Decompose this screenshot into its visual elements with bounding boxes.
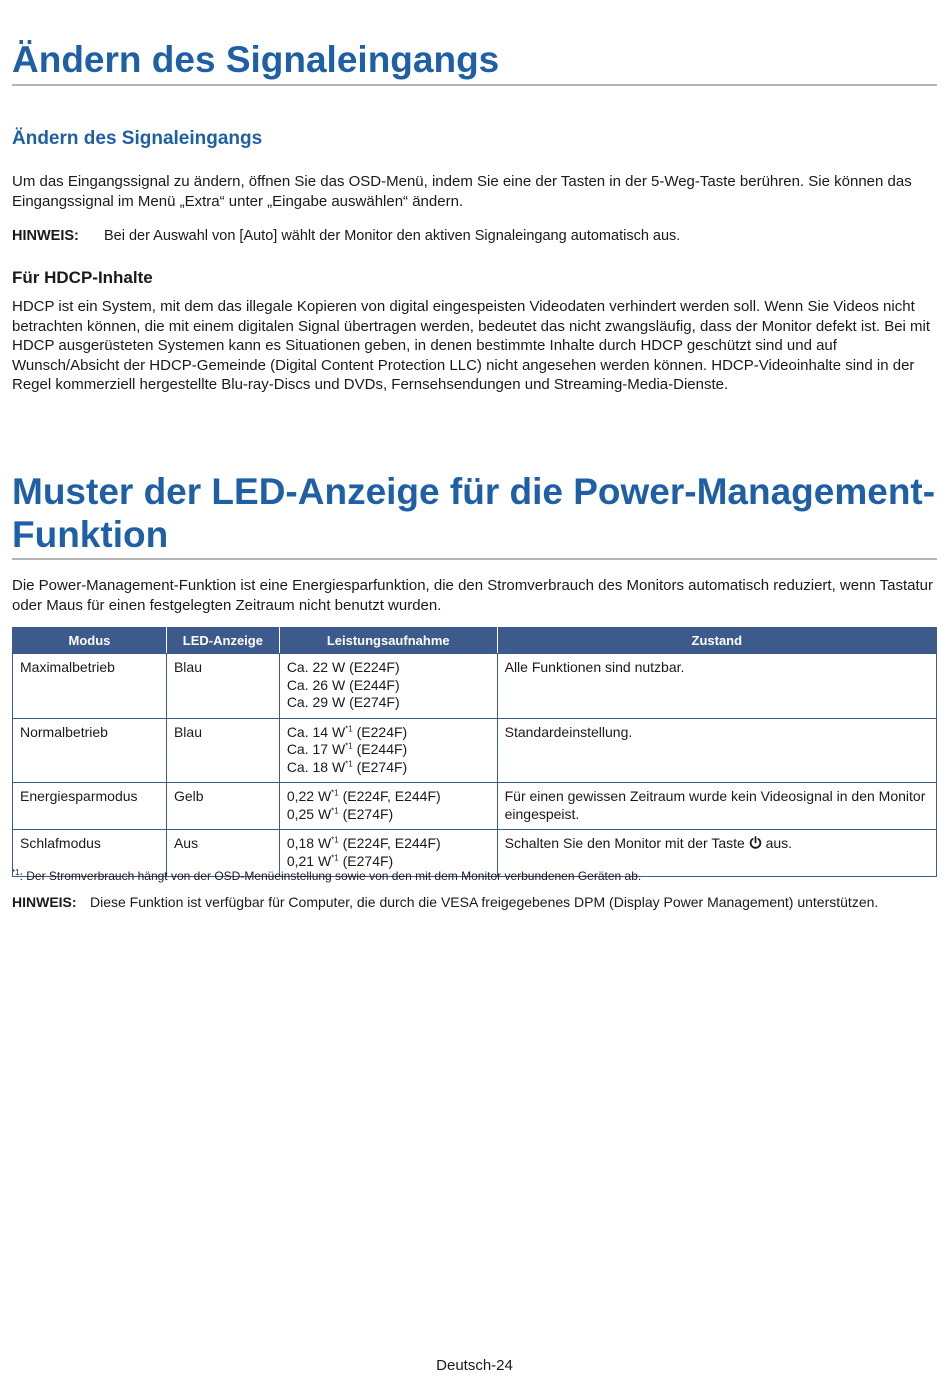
table-header-row [13, 628, 937, 654]
note-text: Bei der Auswahl von [Auto] wählt der Monitor den aktiven Signaleingang automatisch aus. [104, 228, 681, 244]
cell-state: Alle Funktionen sind nutzbar. [497, 654, 936, 719]
footnote-mark: *1 [12, 868, 20, 877]
header-power: Leistungsaufnahme [279, 628, 497, 654]
cell-power: Ca. 22 W (E224F) Ca. 26 W (E244F) Ca. 29 W (E274F) [279, 654, 497, 719]
power-management-paragraph: Die Power-Management-Funktion ist eine Energiesparfunktion, die den Stromverbrauch des Monitors automatisch reduziert, wenn Tastatur oder Maus für einen festgelegten Zeitraum nicht benutzt wurden. [12, 577, 934, 614]
note-label: HINWEIS: [12, 894, 77, 910]
cell-led: Gelb [166, 783, 279, 830]
note-text: Diese Funktion ist verfügbar für Computer, die durch die VESA freigegebenes DPM (Display Power Management) unterstützen. [90, 894, 879, 910]
subsection-title-signal-input: Ändern des Signaleingangs [12, 128, 263, 149]
hdcp-paragraph: HDCP ist ein System, mit dem das illegale Kopieren von digital eingespeisten Videodaten verhindert werden soll. Wenn Sie Videos nicht betrachten können, die mit einem digitalen Signal übertragen werden, bedeutet das nicht zwangsläufig, dass der Monitor defekt ist. Bei mit HDCP ausgerüsteten Systemen kann es Situationen geben, in denen bestimmte Inhalte durch HDCP geschützt sind und auf Wunsch/Absicht der HDCP-Gemeinde (Digital Content Protection LLC) nicht angesehen werden können. HDCP-Videoinhalte sind in der Regel kommerziell hergestellte Blu-ray-Discs und DVDs, Fernsehsendungen und Streaming-Media-Dienste. [12, 298, 931, 394]
header-mode: Modus [13, 628, 167, 654]
cell-mode: Normalbetrieb [13, 718, 167, 783]
cell-power: 0,18 $W^{*1}$ (E224F, E244F) 0,21 $W^{*1}$ (E274F) [279, 830, 497, 877]
cell-state: Für einen gewissen Zeitraum wurde kein Videosignal in den Monitor eingespeist. [497, 783, 936, 830]
cell-power: Ca. 14 $W^{*1}$ (E224F) Ca. 17 $W^{*1}$ (E244F) Ca. 18 $W^{*1}$ (E274F) [279, 718, 497, 783]
power-icon [749, 836, 762, 849]
section-title-power-management: Muster der LED-Anzeige für die Power-Management-Funktion [12, 470, 937, 560]
cell-state: Standardeinstellung. [497, 718, 936, 783]
header-state: Zustand [497, 628, 936, 654]
table-row [13, 654, 937, 719]
note-signal-input [12, 227, 937, 246]
signal-input-paragraph: Um das Eingangssignal zu ändern, öffnen Sie das OSD-Menü, indem Sie eine der Tasten in der 5-Weg-Taste berühren. Sie können das Eingangssignal im Menü „Extra“ unter „Eingabe auswählen“ ändern. [12, 173, 912, 210]
table-row [13, 718, 937, 783]
power-management-table [12, 627, 937, 877]
hdcp-heading: Für HDCP-Inhalte [12, 268, 153, 287]
cell-mode: Energiesparmodus [13, 783, 167, 830]
section-title-signal-input: Ändern des Signaleingangs [12, 38, 937, 86]
cell-led: Blau [166, 654, 279, 719]
cell-power: 0,22 $W^{*1}$ (E224F, E244F) 0,25 $W^{*1}$ (E274F) [279, 783, 497, 830]
note-label: HINWEIS: [12, 228, 79, 244]
cell-led: Blau [166, 718, 279, 783]
footnote [12, 869, 937, 884]
note-power-management [12, 893, 937, 912]
page-number: Deutsch-24 [436, 1357, 513, 1374]
header-led: LED-Anzeige [166, 628, 279, 654]
cell-led: Aus [166, 830, 279, 877]
cell-mode: Maximalbetrieb [13, 654, 167, 719]
footnote-text: : Der Stromverbrauch hängt von der OSD-Menüeinstellung sowie von den mit dem Monitor verbundenen Geräten ab. [19, 869, 642, 883]
table-row [13, 783, 937, 830]
cell-mode: Schlafmodus [13, 830, 167, 877]
cell-state: Schalten Sie den Monitor mit der Taste aus. [497, 830, 936, 877]
